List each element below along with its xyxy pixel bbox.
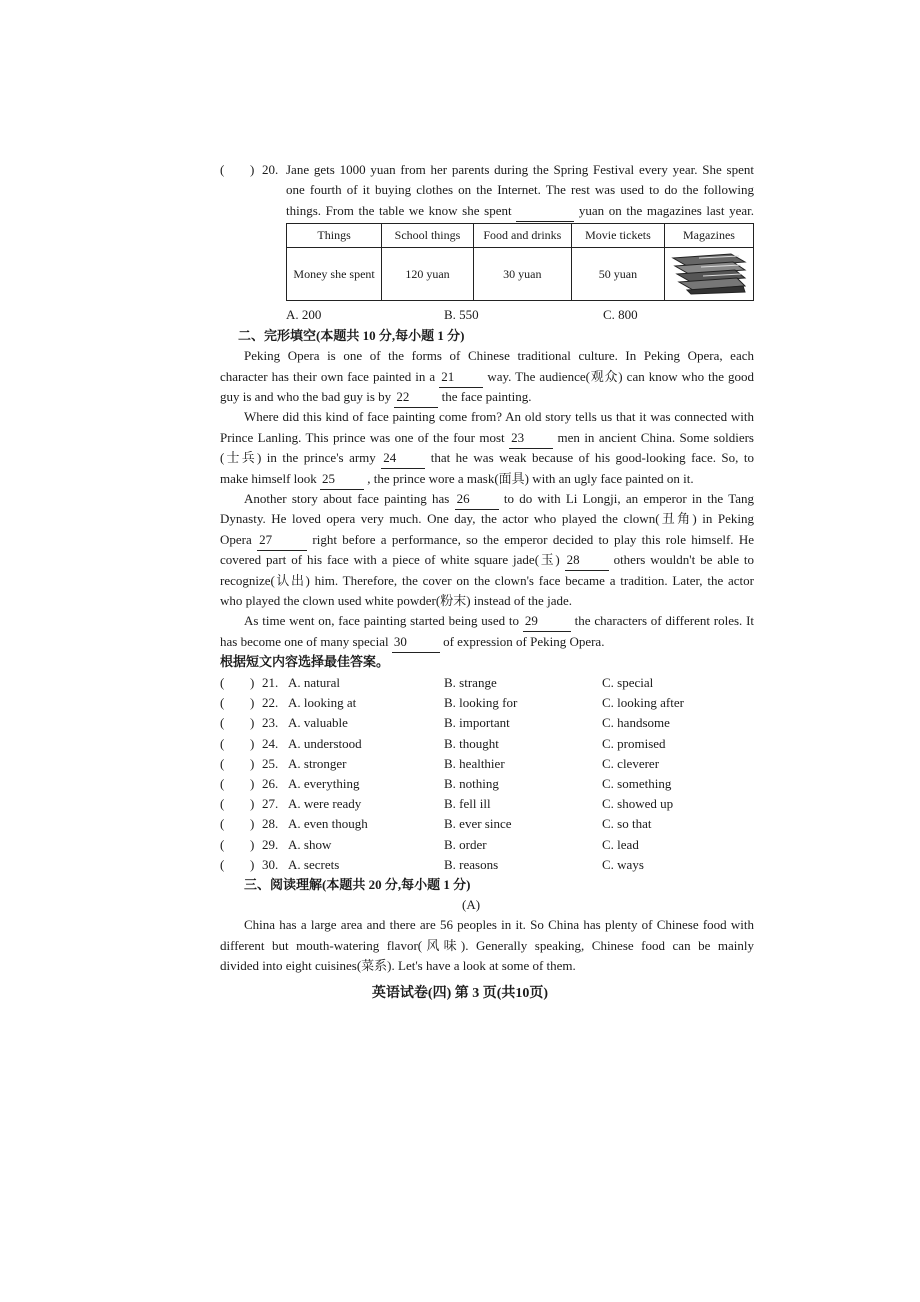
q20-option-a: A. 200 (286, 307, 322, 322)
choice-row (220, 774, 760, 794)
choice-row (220, 713, 760, 733)
answer-bracket-close: ) (250, 816, 255, 832)
answer-bracket-open: ( (220, 675, 225, 690)
table-cell: 30 yuan (473, 248, 571, 301)
option-b: B. nothing (444, 776, 499, 791)
table-cell: 120 yuan (382, 248, 474, 301)
page-footer: 英语试卷(四) 第 3 页(共10页) (371, 986, 549, 1001)
choice-row (220, 693, 760, 713)
option-c: C. looking after (602, 695, 684, 711)
answer-bracket-close: ) (250, 675, 255, 690)
option-b: B. ever since (444, 816, 512, 832)
option-a: A. natural (288, 675, 340, 690)
question-number: 27. (262, 796, 279, 812)
option-a: A. even though (288, 816, 368, 832)
blank-28: 28 (565, 550, 609, 571)
option-c: C. so that (602, 816, 652, 832)
table-header: Things (287, 224, 382, 248)
option-c: C. handsome (602, 715, 670, 731)
answer-bracket-close: ) (250, 715, 255, 731)
q20-number: 20. (262, 162, 279, 177)
answer-bracket-close: ) (250, 836, 255, 852)
q20-option-b: B. 550 (444, 307, 479, 322)
q20-answer-bracket-close: ) (250, 162, 255, 177)
passage-line: has become one of many special 30 of expression of Peking Opera. (220, 632, 754, 653)
table-header: School things (382, 224, 474, 248)
choice-row (220, 754, 760, 774)
passage-line: divided into eight cuisines(菜系). Let's have a look at some of them. (220, 958, 576, 973)
q20-line-1: Jane gets 1000 yuan from her parents during the Spring Festival every year. She spent (286, 162, 754, 177)
option-b: B. important (444, 715, 510, 731)
passage-line: recognize(认出) him. Therefore, the cover on the clown's face became a tradition. Later, the actor (220, 573, 754, 588)
question-number: 26. (262, 776, 279, 791)
answer-bracket-open: ( (220, 836, 225, 852)
passage-line: Prince Lanling. This prince was one of the four most 23 men in ancient China. Some soldiers (220, 428, 754, 449)
question-number: 21. (262, 675, 279, 690)
blank-21: 21 (439, 367, 483, 388)
section-3-sub-heading: (A) (462, 897, 481, 912)
spending-table (286, 223, 754, 301)
option-c: C. showed up (602, 796, 674, 812)
passage-line: who played the clown used white powder(粉末) instead of the jade. (220, 593, 572, 608)
passage-line: character has their own face painted in a 21 way. The audience(观众) can know who the good (220, 367, 754, 388)
option-c: C. special (602, 675, 654, 690)
question-number: 29. (262, 836, 279, 852)
passage-line: Dynasty. He loved opera very much. One day, the actor who played the clown(丑角) in Peking (220, 511, 754, 526)
question-number: 23. (262, 715, 279, 731)
option-c: C. promised (602, 735, 666, 751)
question-number: 24. (262, 735, 279, 751)
answer-bracket-open: ( (220, 796, 225, 812)
choice-instruction: 根据短文内容选择最佳答案。 (220, 654, 390, 669)
choice-row (220, 855, 760, 875)
table-header: Food and drinks (473, 224, 571, 248)
blank-22: 22 (394, 387, 438, 408)
passage-line: (士兵) in the prince's army 24 that he was weak because of his good-looking face. So, to (220, 448, 754, 469)
blank-26: 26 (455, 489, 499, 510)
table-cell: 50 yuan (571, 248, 664, 301)
option-a: A. understood (288, 735, 362, 751)
answer-bracket-open: ( (220, 715, 225, 731)
q20-option-c: C. 800 (603, 307, 638, 322)
option-c: C. lead (602, 836, 639, 852)
option-b: B. order (444, 836, 487, 852)
blank-30: 30 (392, 632, 440, 653)
option-b: B. thought (444, 735, 499, 751)
option-a: A. everything (288, 776, 360, 791)
choice-row (220, 794, 760, 814)
section-2-heading: 二、完形填空(本题共 10 分,每小题 1 分) (238, 328, 465, 343)
passage-line: Peking Opera is one of the forms of Chinese traditional culture. In Peking Opera, each (244, 348, 754, 363)
answer-bracket-open: ( (220, 816, 225, 832)
passage-line: different but mouth-watering flavor(风味). Generally speaking, Chinese food can be mainly (220, 938, 754, 953)
option-b: B. healthier (444, 755, 505, 771)
question-number: 28. (262, 816, 279, 832)
passage-line: As time went on, face painting started being used to 29 the characters of different roles. It (244, 611, 754, 632)
blank-29: 29 (523, 611, 571, 632)
answer-bracket-close: ) (250, 856, 255, 872)
question-number: 22. (262, 695, 279, 711)
passage-line: make himself look 25 , the prince wore a mask(面具) with an ugly face painted on it. (220, 469, 754, 490)
q20-blank (516, 201, 574, 222)
blank-24: 24 (381, 448, 425, 469)
answer-bracket-close: ) (250, 755, 255, 771)
choice-row (220, 814, 760, 834)
stack-of-magazines-icon (669, 252, 749, 296)
answer-bracket-close: ) (250, 735, 255, 751)
passage-line: covered part of his face with a piece of white square jade(玉) 28 others wouldn't be able to (220, 550, 754, 571)
option-a: A. show (288, 836, 332, 852)
q20-line-2: one fourth of it buying clothes on the Internet. The rest was used to do the following (286, 182, 754, 197)
answer-bracket-open: ( (220, 776, 225, 791)
answer-bracket-open: ( (220, 735, 225, 751)
option-b: B. strange (444, 675, 497, 690)
table-header: Movie tickets (571, 224, 664, 248)
blank-25: 25 (320, 469, 364, 490)
option-c: C. cleverer (602, 755, 660, 771)
option-a: A. valuable (288, 715, 348, 731)
answer-bracket-open: ( (220, 695, 225, 711)
option-a: A. looking at (288, 695, 357, 711)
option-b: B. looking for (444, 695, 518, 711)
option-b: B. reasons (444, 856, 499, 872)
answer-bracket-close: ) (250, 796, 255, 812)
passage-line: China has a large area and there are 56 peoples in it. So China has plenty of Chinese food with (244, 917, 754, 932)
passage-line: Where did this kind of face painting come from? An old story tells us that it was connected with (244, 409, 754, 424)
option-a: A. were ready (288, 796, 362, 812)
q20-line-3: things. From the table we know she spent yuan on the magazines last year. (286, 201, 754, 222)
q20-answer-bracket-open: ( (220, 162, 225, 177)
option-a: A. secrets (288, 856, 340, 872)
blank-23: 23 (509, 428, 553, 449)
answer-bracket-close: ) (250, 776, 255, 791)
answer-bracket-close: ) (250, 695, 255, 711)
answer-bracket-open: ( (220, 856, 225, 872)
table-row-label: Money she spent (287, 248, 382, 301)
section-3-heading: 三、阅读理解(本题共 20 分,每小题 1 分) (244, 877, 471, 892)
option-c: C. something (602, 776, 672, 791)
table-cell-magazines (665, 248, 754, 301)
question-number: 25. (262, 755, 279, 771)
passage-line: Another story about face painting has 26 to do with Li Longji, an emperor in the Tang (244, 489, 754, 510)
blank-27: 27 (257, 530, 307, 551)
option-a: A. stronger (288, 755, 347, 771)
answer-bracket-open: ( (220, 755, 225, 771)
choice-row (220, 835, 760, 855)
choice-row (220, 734, 760, 754)
table-header: Magazines (665, 224, 754, 248)
passage-line: guy is and who the bad guy is by 22 the face painting. (220, 387, 754, 408)
option-b: B. fell ill (444, 796, 491, 812)
question-number: 30. (262, 856, 279, 872)
option-c: C. ways (602, 856, 644, 872)
passage-line: Opera 27 right before a performance, so the emperor decided to play this role himself. He (220, 530, 754, 551)
choice-row (220, 673, 760, 693)
